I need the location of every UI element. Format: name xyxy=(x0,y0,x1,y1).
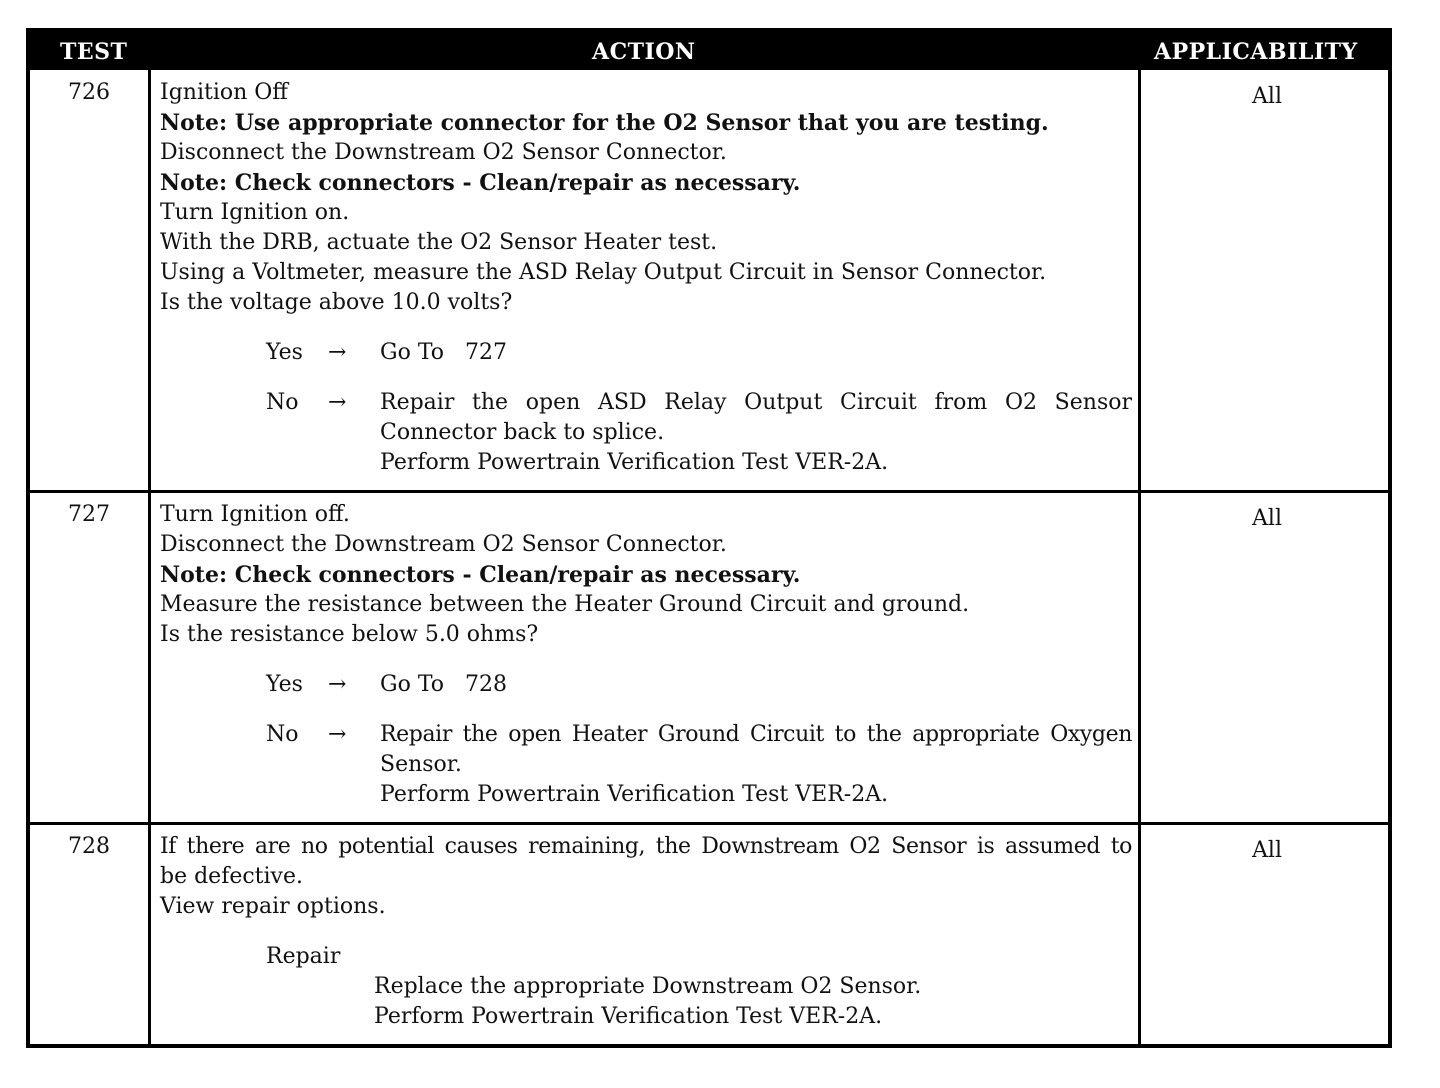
repair-line: Replace the appropriate Downstream O2 Sensor. xyxy=(374,974,922,999)
no-text: Connector back to splice. xyxy=(380,420,665,445)
action-line: If there are no potential causes remaining, the Downstream O2 Sensor is assumed to xyxy=(160,834,1132,859)
action-line: View repair options. xyxy=(160,894,386,919)
column-divider xyxy=(1138,70,1141,1048)
no-text: Perform Powertrain Verification Test VER-2A. xyxy=(380,782,889,807)
action-line: Turn Ignition off. xyxy=(160,502,350,527)
arrow-icon: → xyxy=(328,390,347,415)
no-branch xyxy=(160,720,1132,750)
action-line: Ignition Off xyxy=(160,80,288,105)
action-cell xyxy=(160,832,1132,1032)
note-line: Note: Check connectors - Clean/repair as necessary. xyxy=(160,562,801,588)
repair-label: Repair xyxy=(266,944,341,969)
no-text: Repair the open Heater Ground Circuit to the appropriate Oxygen xyxy=(380,722,1132,747)
repair-line: Perform Powertrain Verification Test VER-2A. xyxy=(374,1004,883,1029)
yes-label: Yes xyxy=(266,672,303,697)
action-line: Disconnect the Downstream O2 Sensor Connector. xyxy=(160,532,727,557)
test-number: 726 xyxy=(68,80,110,105)
no-text: Sensor. xyxy=(380,752,462,777)
yes-branch xyxy=(160,670,1132,700)
applicability-value: All xyxy=(1252,838,1282,863)
applicability-value: All xyxy=(1252,506,1282,531)
arrow-icon: → xyxy=(328,340,347,365)
action-line: Turn Ignition on. xyxy=(160,200,350,225)
yes-text: Go To 728 xyxy=(380,672,507,697)
test-number: 727 xyxy=(68,502,110,527)
no-label: No xyxy=(266,722,299,747)
action-line: Using a Voltmeter, measure the ASD Relay Output Circuit in Sensor Connector. xyxy=(160,260,1047,285)
no-text: Perform Powertrain Verification Test VER-2A. xyxy=(380,450,889,475)
row-divider xyxy=(30,822,1388,825)
column-divider xyxy=(148,70,151,1048)
note-line: Note: Check connectors - Clean/repair as necessary. xyxy=(160,170,801,196)
arrow-icon: → xyxy=(328,722,347,747)
table-header xyxy=(30,32,1388,70)
yes-label: Yes xyxy=(266,340,303,365)
header-applicability: APPLICABILITY xyxy=(1154,39,1358,65)
applicability-value: All xyxy=(1252,84,1282,109)
arrow-icon: → xyxy=(328,672,347,697)
no-text: Repair the open ASD Relay Output Circuit from O2 Sensor xyxy=(380,390,1132,415)
note-line: Note: Use appropriate connector for the O2 Sensor that you are testing. xyxy=(160,110,1049,136)
action-line: Measure the resistance between the Heater Ground Circuit and ground. xyxy=(160,592,970,617)
header-action: ACTION xyxy=(592,39,696,65)
test-number: 728 xyxy=(68,834,110,859)
no-label: No xyxy=(266,390,299,415)
row-divider xyxy=(30,490,1388,493)
action-cell xyxy=(160,500,1132,810)
no-branch xyxy=(160,388,1132,418)
action-line: be defective. xyxy=(160,864,303,889)
yes-branch xyxy=(160,338,1132,368)
header-test: TEST xyxy=(60,39,128,65)
action-line: With the DRB, actuate the O2 Sensor Heater test. xyxy=(160,230,718,255)
action-line: Is the voltage above 10.0 volts? xyxy=(160,290,513,315)
action-line: Disconnect the Downstream O2 Sensor Connector. xyxy=(160,140,727,165)
action-line: Is the resistance below 5.0 ohms? xyxy=(160,622,539,647)
yes-text: Go To 727 xyxy=(380,340,507,365)
diagnostic-table xyxy=(26,28,1392,1048)
action-cell xyxy=(160,78,1132,478)
